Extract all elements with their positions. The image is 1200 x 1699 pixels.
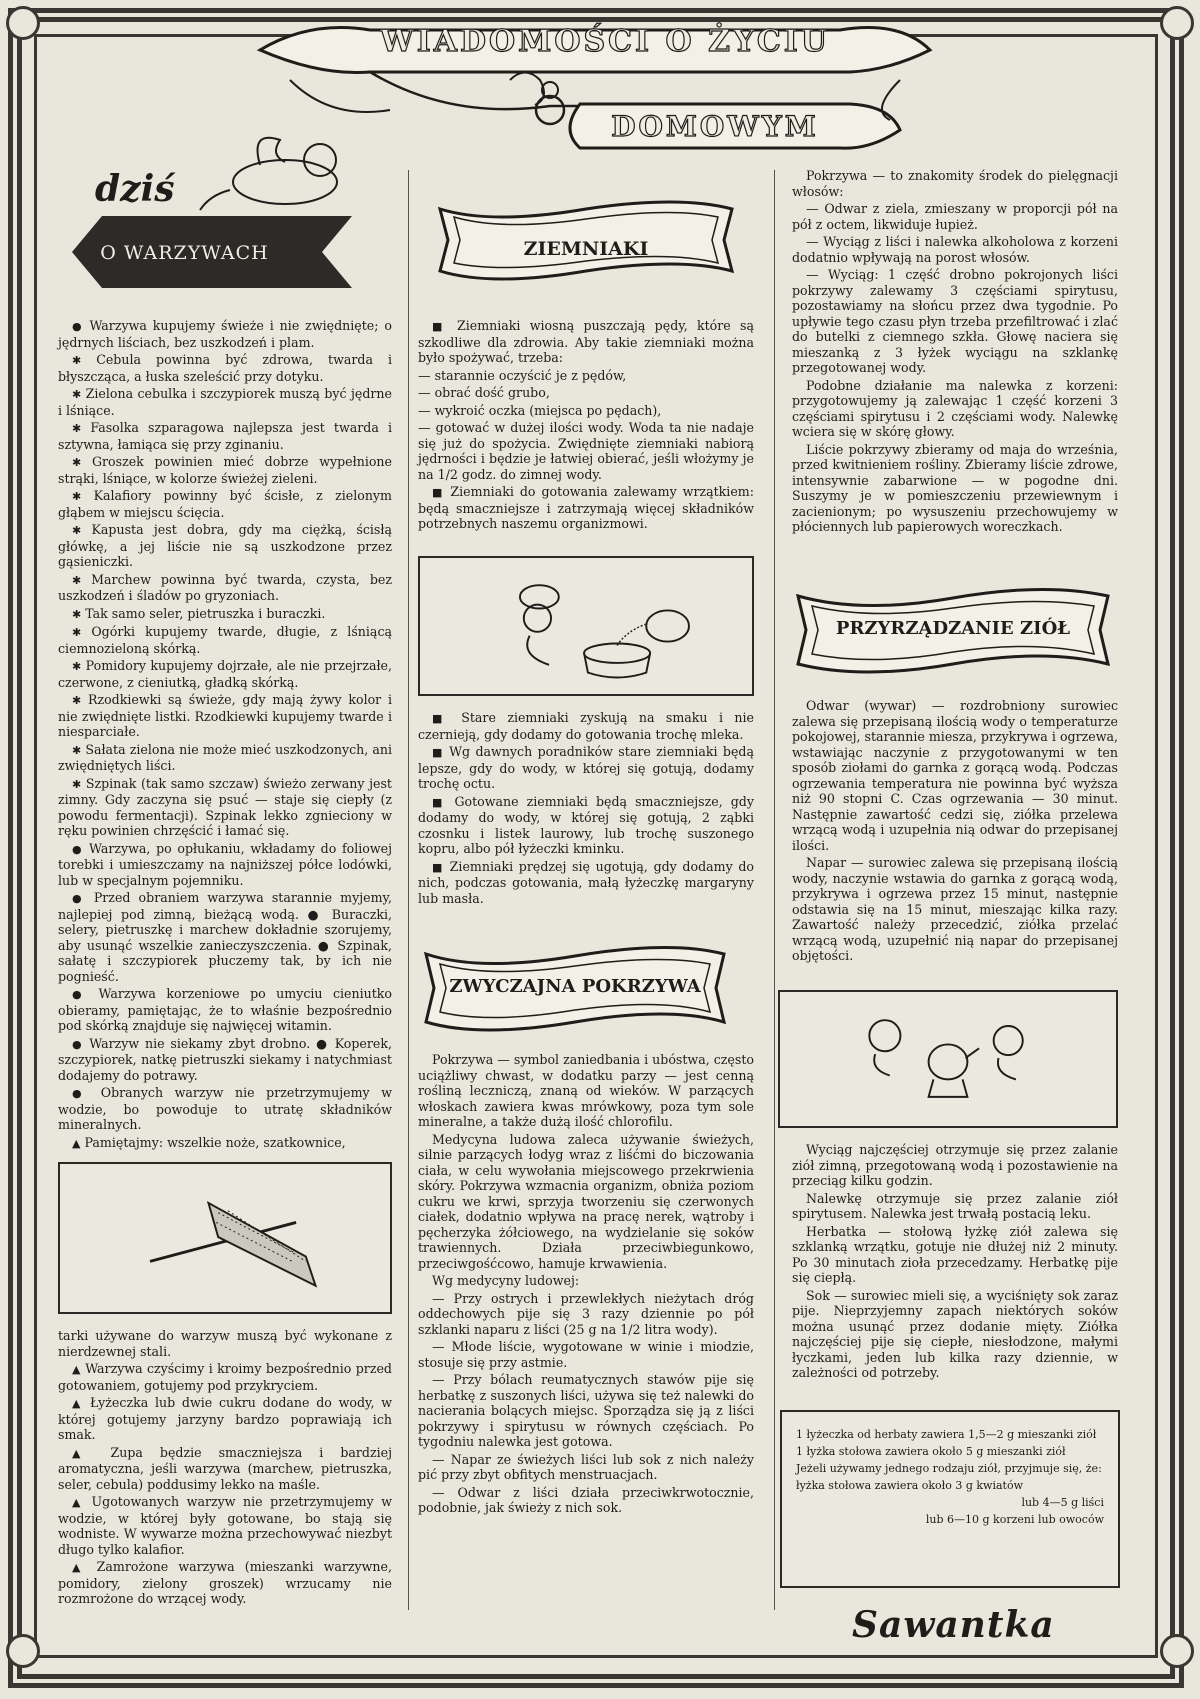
- square-icon: ■: [432, 486, 445, 499]
- banner-ziola-label: PRZYRZĄDZANIE ZIÓŁ: [835, 618, 1071, 639]
- paragraph-text: Stare ziemniaki zyskują na smaku i nie czernieją, gdy dodamy do gotowania trochę mleka.: [418, 710, 754, 742]
- banner-ziemniaki-label: ZIEMNIAKI: [523, 238, 649, 260]
- paragraph-text: Wg dawnych poradników stare ziemniaki będą lepsze, gdy do wody, w której się gotują, dodamy trochę octu.: [418, 744, 754, 791]
- triangle-icon: ▲: [72, 1397, 84, 1410]
- paragraph: [58, 420, 392, 452]
- paragraph-text: Warzywa, po opłukaniu, wkładamy do foliowej torebki i umieszczamy na najniższej półce lodówki, lub w specjalnym pojemniku.: [58, 840, 392, 888]
- square-icon: ■: [432, 712, 450, 725]
- paragraph: [418, 484, 754, 532]
- paragraph: [58, 776, 392, 839]
- column-ziemniaki-continued: [418, 710, 754, 908]
- paragraph-text: Pamiętajmy: wszelkie noże, szatkownice,: [84, 1134, 346, 1150]
- asterisk-icon: ✱: [72, 524, 82, 537]
- bullet-icon: ●: [72, 1087, 90, 1100]
- asterisk-icon: ✱: [72, 354, 82, 367]
- column-ziemniaki: [418, 318, 754, 534]
- info-line: łyżka stołowa zawiera około 3 g kwiatów: [796, 1479, 1023, 1492]
- paragraph-text: Warzywa czyścimy i kroimy bezpośrednio przed gotowaniem, gotujemy pod przykryciem.: [58, 1361, 392, 1393]
- author-signature: Sawantka: [852, 1604, 1055, 1646]
- asterisk-icon: ✱: [72, 694, 82, 707]
- paragraph-text: Kapusta jest dobra, gdy ma ciężką, ścisłą główkę, a jej liście nie są uszkodzone przez gąsieniczki.: [58, 522, 392, 569]
- cook-drawing: [420, 558, 752, 694]
- paragraph-text: Ziemniaki prędzej się ugotują, gdy dodamy do nich, podczas gotowania, małą łyżeczkę margaryny lub masła.: [418, 858, 754, 906]
- column-rule: [408, 170, 409, 1610]
- masthead-title: WIADOMOŚCI O ŻYCIU: [380, 24, 830, 59]
- paragraph-text: Obranych warzyw nie przetrzymujemy w wodzie, bo powoduje to utratę składników mineralnych.: [58, 1085, 392, 1132]
- paragraph: — Przy bólach reumatycznych stawów pije się herbatkę z suszonych liści, używa się też nalewki do nacierania bolących miejsc. Sporządza się ją z liści pokrzywy i spirytusu w równych częściach. Po tygodniu nalewka jest gotowa.: [418, 1372, 754, 1449]
- paragraph: Sok — surowiec mieli się, a wyciśnięty sok zaraz pije. Nieprzyjemny zapach niektórych soków można usunąć przez dodanie mięty. Ziółka najczęściej pije się ciepłe, niesłodzone, małymi łyczkami, jeden lub kilka razy dziennie, w zależności od potrzeby.: [792, 1287, 1118, 1380]
- paragraph: [418, 420, 754, 482]
- paragraph: Pokrzywa — symbol zaniedbania i ubóstwa, często uciążliwy chwast, w dodatku parzy — jest cenną rośliną leczniczą, znaną od wieków. W parzących włoskach zawiera kwas mrówkowy, poza tym sole mineralne, a także dużą ilość chlorofilu.: [418, 1052, 754, 1129]
- paragraph: Podobne działanie ma nalewka z korzeni: przygotowujemy ją zalewając 1 część korzeni 3 częściami spirytusu i 2 częściami wody. Nalewkę wciera się w skórę głowy.: [792, 377, 1118, 439]
- asterisk-icon: ✱: [72, 660, 82, 673]
- paragraph: Odwar (wywar) — rozdrobniony surowiec zalewa się przepisaną ilością wody o temperaturze pokojowej, starannie miesza, przykrywa i ogrzewa, wstawiając naczynie z przygotowanymi w ten sposób ziołami do garnka z gorącą wodą. Podczas ogrzewania temperatura nie powinna być wyższa niż 90 stopni C. Czas ogrzewania — 30 minut. Następnie zawartość cedzi się, ziółka przelewa wrzącą wodą i uzupełnia nią odwar do przepisanej ilości.: [792, 698, 1118, 853]
- paragraph: [58, 986, 392, 1034]
- corner-ornament: [1160, 1634, 1194, 1668]
- paragraph: [58, 841, 392, 889]
- paragraph: Nalewkę otrzymuje się przez zalanie ziół spirytusem. Nalewka jest trwałą postacią leku.: [792, 1190, 1118, 1221]
- corner-ornament: [6, 1634, 40, 1668]
- paragraph-text: Warzywa kupujemy świeże i nie zwiędnięte; o jędrnych liściach, bez uszkodzeń i plam.: [58, 318, 392, 350]
- paragraph: [58, 1559, 392, 1607]
- column-pokrzywa: [418, 1052, 754, 1518]
- paragraph-text: Fasolka szparagowa najlepsza jest twarda i sztywna, łamiąca się przy zginaniu.: [58, 420, 392, 452]
- paragraph-text: Ziemniaki wiosną puszczają pędy, które są szkodliwe dla zdrowia. Aby takie ziemniaki można było spożywać, trzeba:: [418, 318, 754, 365]
- paragraph: [418, 744, 754, 792]
- paragraph-text: Zupa będzie smaczniejsza i bardziej aromatyczna, jeśli warzywa (marchew, pietruszka, seler, cebula) poddusimy lekko na maśle.: [58, 1444, 392, 1492]
- paragraph: [58, 890, 392, 984]
- triangle-icon: ▲: [72, 1446, 94, 1460]
- paragraph: [58, 1135, 392, 1152]
- paragraph: [58, 1395, 392, 1443]
- paragraph: [58, 386, 392, 418]
- paragraph: [418, 385, 754, 401]
- cook-illustration: [418, 556, 754, 696]
- measures-info-box: [780, 1410, 1120, 1588]
- triangle-icon: ▲: [72, 1363, 81, 1376]
- bullet-icon: ●: [72, 842, 84, 856]
- paragraph-text: Przed obraniem warzywa starannie myjemy, najlepiej pod zimną, bieżącą wodą. ● Buraczki, selery, pietruszkę i marchew dokładnie szorujemy, aby usunąć wszelkie zanieczyszczenia. ● Szpinak, sałatę i szczypiorek płuczemy tak, by ich nie pognieść.: [58, 890, 392, 984]
- tea-drawing: [780, 992, 1116, 1126]
- paragraph-text: Ziemniaki do gotowania zalewamy wrzątkiem: będą smaczniejsze i zatrzymają więcej składników potrzebnych naszemu organizmowi.: [418, 484, 754, 531]
- paragraph-text: Marchew powinna być twarda, czysta, bez uszkodzeń i śladów po gryzoniach.: [58, 571, 392, 603]
- paragraph: — Wyciąg z liści i nalewka alkoholowa z korzeni dodatnio wpływają na porost włosów.: [792, 234, 1118, 265]
- paragraph: [58, 572, 392, 604]
- paragraph-text: — gotować w dużej ilości wody. Woda ta nie nadaje się już do spożycia. Zwiędnięte ziemniaki nabiorą jędrności i będzie je łatwiej obierać, jeśli włożymy je na 1/2 godz. do zimnej wody.: [418, 420, 754, 482]
- info-line: 1 łyżka stołowa zawiera około 5 g mieszanki ziół: [796, 1445, 1066, 1458]
- paragraph: — Odwar z ziela, zmieszany w proporcji pół na pół z octem, likwiduje łupież.: [792, 201, 1118, 232]
- asterisk-icon: ✱: [72, 422, 82, 435]
- paragraph-text: tarki używane do warzyw muszą być wykonane z nierdzewnej stali.: [58, 1328, 392, 1359]
- column-ziola: [792, 698, 1118, 966]
- asterisk-icon: ✱: [72, 626, 82, 639]
- paragraph: [58, 606, 392, 623]
- square-icon: ■: [432, 795, 447, 809]
- paragraph-text: Kalafiory powinny być ścisłe, z zielonym głąbem w miejscu ścięcia.: [58, 488, 392, 520]
- masthead-subtitle: DOMOWYM: [611, 110, 819, 143]
- paragraph: Pokrzywa — to znakomity środek do pielęgnacji włosów:: [792, 168, 1118, 199]
- paragraph: [58, 454, 392, 486]
- paragraph: [58, 522, 392, 570]
- asterisk-icon: ✱: [72, 490, 82, 503]
- paragraph: — Odwar z liści działa przeciwkrwotocznie, podobnie, jak świeży z nich sok.: [418, 1484, 754, 1515]
- paragraph-text: Sałata zielona nie może mieć uszkodzonych, ani zwiędniętych liści.: [58, 741, 392, 773]
- paragraph: [58, 318, 392, 350]
- cherub-illustration: [190, 120, 360, 220]
- info-line: lub 4—5 g liści: [1021, 1496, 1104, 1509]
- paragraph: Liście pokrzywy zbieramy od maja do września, przed kwitnieniem rośliny. Zbieramy liście zdrowe, intensywnie zabarwione — w pogodne dni. Suszymy je w pomieszczeniu przewiewnym i zacienionym; po wysuszeniu przechowujemy w płóciennych lub papierowych woreczkach.: [792, 441, 1118, 534]
- column-warzywa: [58, 318, 392, 1153]
- bullet-icon: ●: [72, 320, 84, 333]
- asterisk-icon: ✱: [72, 743, 82, 757]
- triangle-icon: ▲: [72, 1136, 81, 1150]
- paragraph: [58, 1445, 392, 1493]
- square-icon: ■: [432, 320, 448, 333]
- paragraph: [418, 368, 754, 384]
- grater-drawing: [60, 1164, 390, 1312]
- paragraph: [418, 318, 754, 366]
- asterisk-icon: ✱: [72, 607, 82, 621]
- paragraph: [58, 488, 392, 520]
- column-ziola-continued: [792, 1142, 1118, 1383]
- square-icon: ■: [432, 746, 444, 759]
- asterisk-icon: ✱: [72, 388, 82, 401]
- paragraph: [58, 692, 392, 740]
- paragraph-text: Cebula powinna być zdrowa, twarda i błyszcząca, a łuska szeleścić przy dotyku.: [58, 352, 392, 384]
- paragraph-text: Zielona cebulka i szczypiorek muszą być jędrne i lśniące.: [58, 386, 392, 418]
- paragraph: [58, 1036, 392, 1084]
- paragraph-text: Gotowane ziemniaki będą smaczniejsze, gdy dodamy do wody, w której się gotują, 2 ząbki czosnku i listek laurowy, lub trochę suszonego kopru, albo pół łyżeczki kminku.: [418, 793, 754, 856]
- topic-title: O WARZYWACH: [100, 242, 269, 264]
- paragraph: [418, 794, 754, 857]
- column-warzywa-continued: [58, 1328, 392, 1609]
- dzis-label: dziś: [95, 168, 175, 210]
- paragraph: — Przy ostrych i przewlekłych nieżytach dróg oddechowych pije się 3 razy dziennie po pół szklanki naparu z liści (25 g na 1/2 litra wody).: [418, 1290, 754, 1337]
- paragraph-text: Warzywa korzeniowe po umyciu cieniutko obieramy, pamiętając, że to właśnie bezpośrednio pod skórką znajduje się najwięcej witamin.: [58, 986, 393, 1033]
- paragraph: Herbatka — stołową łyżkę ziół zalewa się szklanką wrzątku, gotuje nie dłużej niż 2 minuty. Po 30 minutach zioła przecedzamy. Herbatkę pije się ciepłą.: [792, 1223, 1118, 1285]
- corner-ornament: [1160, 6, 1194, 40]
- paragraph: [58, 624, 392, 656]
- grater-illustration: [58, 1162, 392, 1314]
- paragraph-text: — starannie oczyścić je z pędów,: [418, 367, 627, 383]
- square-icon: ■: [432, 860, 445, 874]
- bullet-icon: ●: [72, 1037, 84, 1051]
- paragraph-text: Szpinak (tak samo szczaw) świeżo zerwany jest zimny. Gdy zaczyna się psuć — staje się ciepły (z powodu fermentacji). Szpinak lekko zgnieciony w ręku powinien chrzęścić i łamać się.: [58, 775, 392, 838]
- paragraph: Wg medycyny ludowej:: [432, 1273, 580, 1288]
- paragraph-text: Rzodkiewki są świeże, gdy mają żywy kolor i nie zwiędnięte listki. Rzodkiewki kupujemy twarde i niesparciałe.: [58, 692, 392, 739]
- triangle-icon: ▲: [72, 1561, 87, 1574]
- paragraph-text: Warzyw nie siekamy zbyt drobno. ● Koperek, szczypiorek, natkę pietruszki siekamy i natychmiast dodajemy do potrawy.: [58, 1035, 392, 1083]
- bullet-icon: ●: [72, 892, 86, 905]
- column-pokrzywa-wlosy: [792, 168, 1118, 537]
- paragraph-text: Ogórki kupujemy twarde, długie, z lśniącą ciemnozieloną skórką.: [58, 624, 392, 656]
- info-line: lub 6—10 g korzeni lub owoców: [925, 1513, 1104, 1526]
- paragraph: [58, 1085, 392, 1133]
- paragraph-text: Ugotowanych warzyw nie przetrzymujemy w wodzie, w której były gotowane, bo stają się wodniste. W wywarze można przechowywać niezbyt długo tylko kalafior.: [58, 1494, 392, 1557]
- column-rule: [774, 170, 775, 1610]
- paragraph-text: Groszek powinien mieć dobrze wypełnione strąki, lśniące, w kolorze świeżej zieleni.: [58, 454, 392, 486]
- asterisk-icon: ✱: [72, 573, 82, 587]
- corner-ornament: [6, 6, 40, 40]
- paragraph-text: Łyżeczka lub dwie cukru dodane do wody, w której gotujemy jarzyny bardzo poprawiają ich smak.: [58, 1395, 392, 1442]
- paragraph: [58, 1328, 392, 1359]
- paragraph-text: Tak samo seler, pietruszka i buraczki.: [85, 605, 326, 621]
- paragraph: [418, 710, 754, 742]
- paragraph: [58, 658, 392, 690]
- paragraph-text: Pomidory kupujemy dojrzałe, ale nie przejrzałe, czerwone, z cieniutką, gładką skórką.: [58, 658, 393, 690]
- bullet-icon: ●: [72, 988, 89, 1001]
- paragraph: [58, 1361, 392, 1393]
- paragraph: [58, 742, 392, 774]
- paragraph: [418, 859, 754, 907]
- asterisk-icon: ✱: [72, 777, 82, 791]
- herbal-tea-illustration: [778, 990, 1118, 1128]
- banner-pokrzywa-label: ZWYCZAJNA POKRZYWA: [449, 976, 701, 997]
- info-line: 1 łyżeczka od herbaty zawiera 1,5—2 g mieszanki ziół: [796, 1428, 1097, 1441]
- paragraph: Wyciąg najczęściej otrzymuje się przez zalanie ziół zimną, przegotowaną wodą i pozostawienie na przeciąg kilku godzin.: [792, 1142, 1118, 1188]
- paragraph: — Wyciąg: 1 część drobno pokrojonych liści pokrzywy zalewamy 3 częściami spirytusu, pozostawiamy na słońcu przez dwa tygodnie. Po upływie tego czasu płyn trzeba przefiltrować i zlać do butelki z ciemnego szkła. Głowę naciera się mieszanką z 3 łyżek wyciągu na szklankę przegotowanej wody.: [792, 267, 1118, 375]
- paragraph: [418, 403, 754, 419]
- paragraph-text: Zamrożone warzywa (mieszanki warzywne, pomidory, zielony groszek) wrzucamy nie rozmrożone do wrzącej wody.: [58, 1559, 393, 1606]
- paragraph: Medycyna ludowa zaleca używanie świeżych, silnie parzących łodyg wraz z liśćmi do biczowania ciała, w celu wywołania miejscowego przekrwienia skóry. Pokrzywa wzmacnia organizm, obniża poziom cukru we krwi, sprzyja tworzeniu się czerwonych ciałek, dodatnio wpływa na pracę nerek, wątroby i pęcherzyka żółciowego, na wydzielanie się soków trawiennych. Działa przeciwbiegunkowo, przeciwgośćcowo, hamuje krwawienia.: [418, 1131, 754, 1271]
- paragraph-text: — obrać dość grubo,: [418, 385, 550, 400]
- paragraph: Napar — surowiec zalewa się przepisaną ilością wody, naczynie wstawia do garnka z gorącą wodą, przykrywa i ogrzewa przez 15 minut, następnie odstawia się na 15 minut, mieszając kilka razy. Zawartość należy przecedzić, ziółka przelać wrzącą wodą, uzupełnić nią napar do przepisanej objętości.: [792, 855, 1118, 963]
- triangle-icon: ▲: [72, 1496, 84, 1509]
- paragraph: [58, 1494, 392, 1557]
- paragraph: — Napar ze świeżych liści lub sok z nich należy pić przy zbyt obfitych menstruacjach.: [418, 1451, 754, 1482]
- info-line: Jeżeli używamy jednego rodzaju ziół, przyjmuje się, że:: [796, 1462, 1102, 1475]
- asterisk-icon: ✱: [72, 456, 82, 469]
- paragraph-text: — wykroić oczka (miejsca po pędach),: [418, 402, 662, 418]
- paragraph: [58, 352, 392, 384]
- paragraph: — Młode liście, wygotowane w winie i miodzie, stosuje się przy astmie.: [418, 1339, 754, 1370]
